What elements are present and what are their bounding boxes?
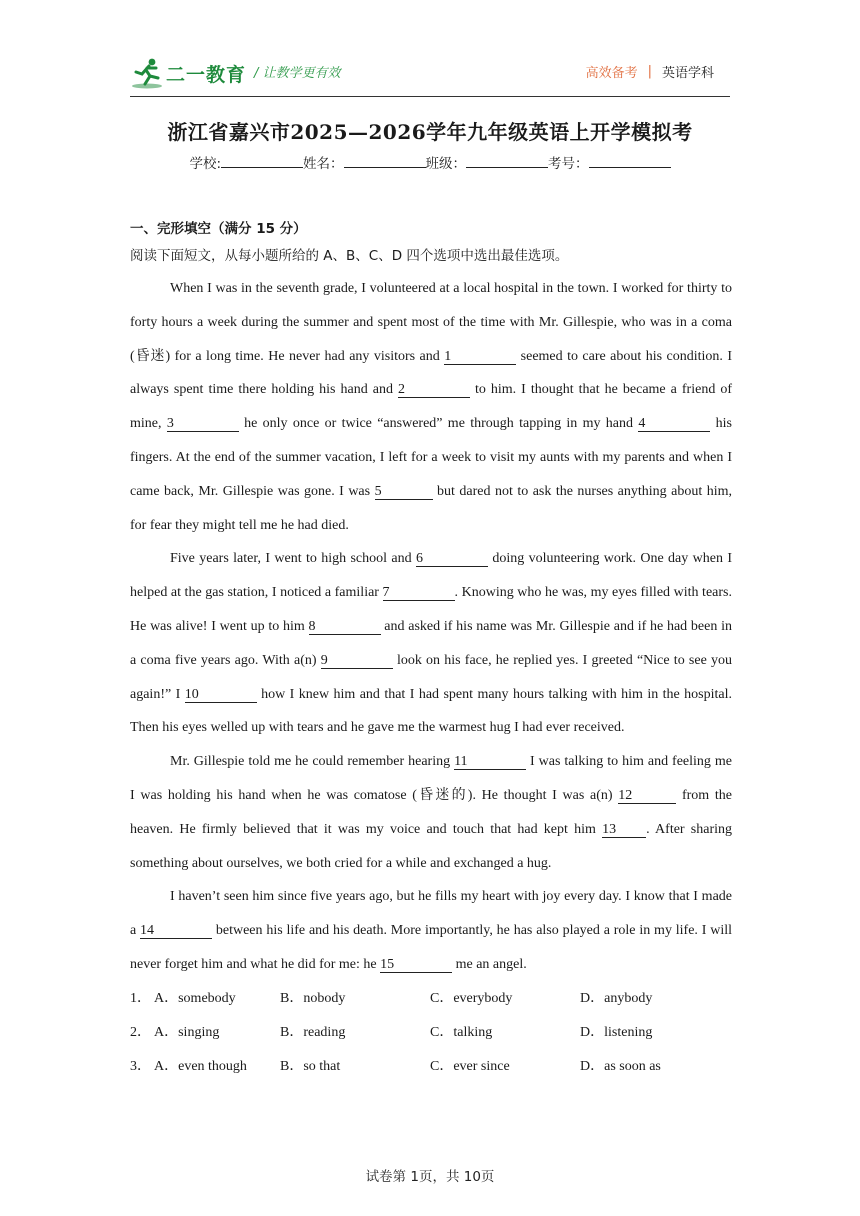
passage-text: how I knew him and that I had spent many hours talking with him in the hospital. Then his eyes welled up with tears and he gave me the warmest hug I had ever received. xyxy=(130,686,732,736)
option-a: A．singing xyxy=(154,1024,220,1040)
passage-text: he only once or twice “answered” me through tapping in my hand xyxy=(238,416,639,432)
option-c: C．everybody xyxy=(430,990,513,1006)
logo xyxy=(130,56,246,90)
blank-8: 8 xyxy=(309,619,381,635)
blank-10: 10 xyxy=(185,687,257,703)
blank-1: 1 xyxy=(444,349,516,365)
header-separator: | xyxy=(647,64,652,79)
option-b: B．so that xyxy=(280,1058,341,1074)
passage-text: me an angel. xyxy=(452,956,527,972)
name-label: 姓名： xyxy=(303,156,344,172)
option-b: B．nobody xyxy=(280,990,346,1006)
passage-text: Five years later, I went to high school and xyxy=(170,551,416,567)
passage-text: . After sharing something about ourselves, we both cried for a while and exchanged a hug. xyxy=(130,821,732,871)
class-field xyxy=(466,155,548,168)
exam-title: 浙江省嘉兴市2025—2026学年九年级英语上开学模拟考 xyxy=(167,120,693,144)
question-number: 1． xyxy=(130,990,151,1006)
passage-text: to him. I thought that he became a friend of mine, xyxy=(130,382,732,432)
blank-13: 13 xyxy=(602,822,646,838)
header-tags xyxy=(586,62,714,81)
option-c: C．ever since xyxy=(430,1058,510,1074)
section-heading: 一、完形填空（满分 15 分） xyxy=(130,221,307,237)
option-d: D．as soon as xyxy=(580,1058,661,1074)
blank-4: 4 xyxy=(638,416,710,432)
option-c: C．talking xyxy=(430,1024,493,1040)
logo-text: 二一教育 xyxy=(166,63,247,86)
page-footer: 试卷第 1页，共 10页 xyxy=(365,1169,495,1185)
option-a: A．even though xyxy=(154,1058,247,1074)
school-label: 学校: xyxy=(189,156,222,172)
passage-text: but dared not to ask the nurses anything about him, for fear they might tell me he had died. xyxy=(130,483,732,533)
header-divider xyxy=(130,96,730,97)
class-label: 班级： xyxy=(425,156,467,172)
subject-tag: 英语学科 xyxy=(661,66,714,81)
section-instruction: 阅读下面短文，从每小题所给的 A、B、C、D 四个选项中选出最佳选项。 xyxy=(130,248,569,264)
passage-text: between his life and his death. More importantly, he has also played a role in my life. I will never forget him and what he did for me: he xyxy=(130,923,733,972)
question-2-options xyxy=(130,1016,732,1050)
option-d: D．listening xyxy=(580,1024,653,1040)
blank-7: 7 xyxy=(383,585,455,601)
exam-prep-tag: 高效备考 xyxy=(585,66,638,81)
question-3-options xyxy=(130,1050,732,1084)
running-figure-icon xyxy=(130,56,164,90)
blank-2: 2 xyxy=(398,382,470,398)
passage-text: look on his face, he replied yes. I greeted “Nice to see you again!” I xyxy=(130,652,732,702)
name-field xyxy=(344,155,426,168)
blank-5: 5 xyxy=(375,484,433,500)
passage-text: I was talking to him and feeling me I was holding his hand when he was comatose (昏迷的). He thought I was a(n) xyxy=(130,754,732,803)
option-a: A．somebody xyxy=(154,990,236,1006)
question-number: 3． xyxy=(130,1058,151,1074)
blank-9: 9 xyxy=(321,653,393,669)
passage-text: doing volunteering work. One day when I helped at the gas station, I noticed a familiar xyxy=(130,551,732,601)
exam-number-label: 考号： xyxy=(548,156,589,172)
paragraph-4 xyxy=(130,880,732,981)
school-field xyxy=(221,155,303,168)
passage-text: and asked if his name was Mr. Gillespie and if he had been in a coma five years ago. With a(n) xyxy=(130,618,733,668)
option-d: D．anybody xyxy=(580,990,653,1006)
answer-options xyxy=(130,982,732,1084)
blank-12: 12 xyxy=(618,788,676,804)
paragraph-2 xyxy=(130,542,732,745)
passage-text: his fingers. At the end of the summer vacation, I left for a week to visit my aunts with my parents and when I came back, Mr. Gillespie was gone. I was xyxy=(130,416,732,499)
student-info-line xyxy=(0,152,860,172)
blank-6: 6 xyxy=(416,551,488,567)
page-header xyxy=(130,56,730,96)
cloze-passage xyxy=(130,272,732,982)
slogan: / 让教学更有效 xyxy=(254,66,341,81)
blank-15: 15 xyxy=(380,957,452,973)
blank-11: 11 xyxy=(454,754,526,770)
question-number: 2． xyxy=(130,1024,151,1040)
exam-number-field xyxy=(589,155,671,168)
option-b: B．reading xyxy=(280,1024,346,1040)
paragraph-1 xyxy=(130,272,732,542)
passage-text: When I was in the seventh grade, I volunteered at a local hospital in the town. I worked for thirty to forty hours a week during the summer and spent most of the time with Mr. Gillespie, who was in a coma (昏迷) for a long time. He never had any visitors and xyxy=(130,281,732,364)
paragraph-3 xyxy=(130,745,732,880)
main-content xyxy=(130,218,732,1084)
question-1-options xyxy=(130,982,732,1016)
passage-text: from the heaven. He firmly believed that it was my voice and touch that had kept him xyxy=(130,787,732,837)
passage-text: I haven’t seen him since five years ago, but he fills my heart with joy every day. I know that I made a xyxy=(130,889,732,939)
passage-text: Mr. Gillespie told me he could remember hearing xyxy=(170,754,455,770)
blank-3: 3 xyxy=(167,416,239,432)
passage-text: seemed to care about his condition. I always spent time there holding his hand and xyxy=(130,348,732,398)
blank-14: 14 xyxy=(140,923,212,939)
passage-text: . Knowing who he was, my eyes filled with tears. He was alive! I went up to him xyxy=(130,585,732,634)
